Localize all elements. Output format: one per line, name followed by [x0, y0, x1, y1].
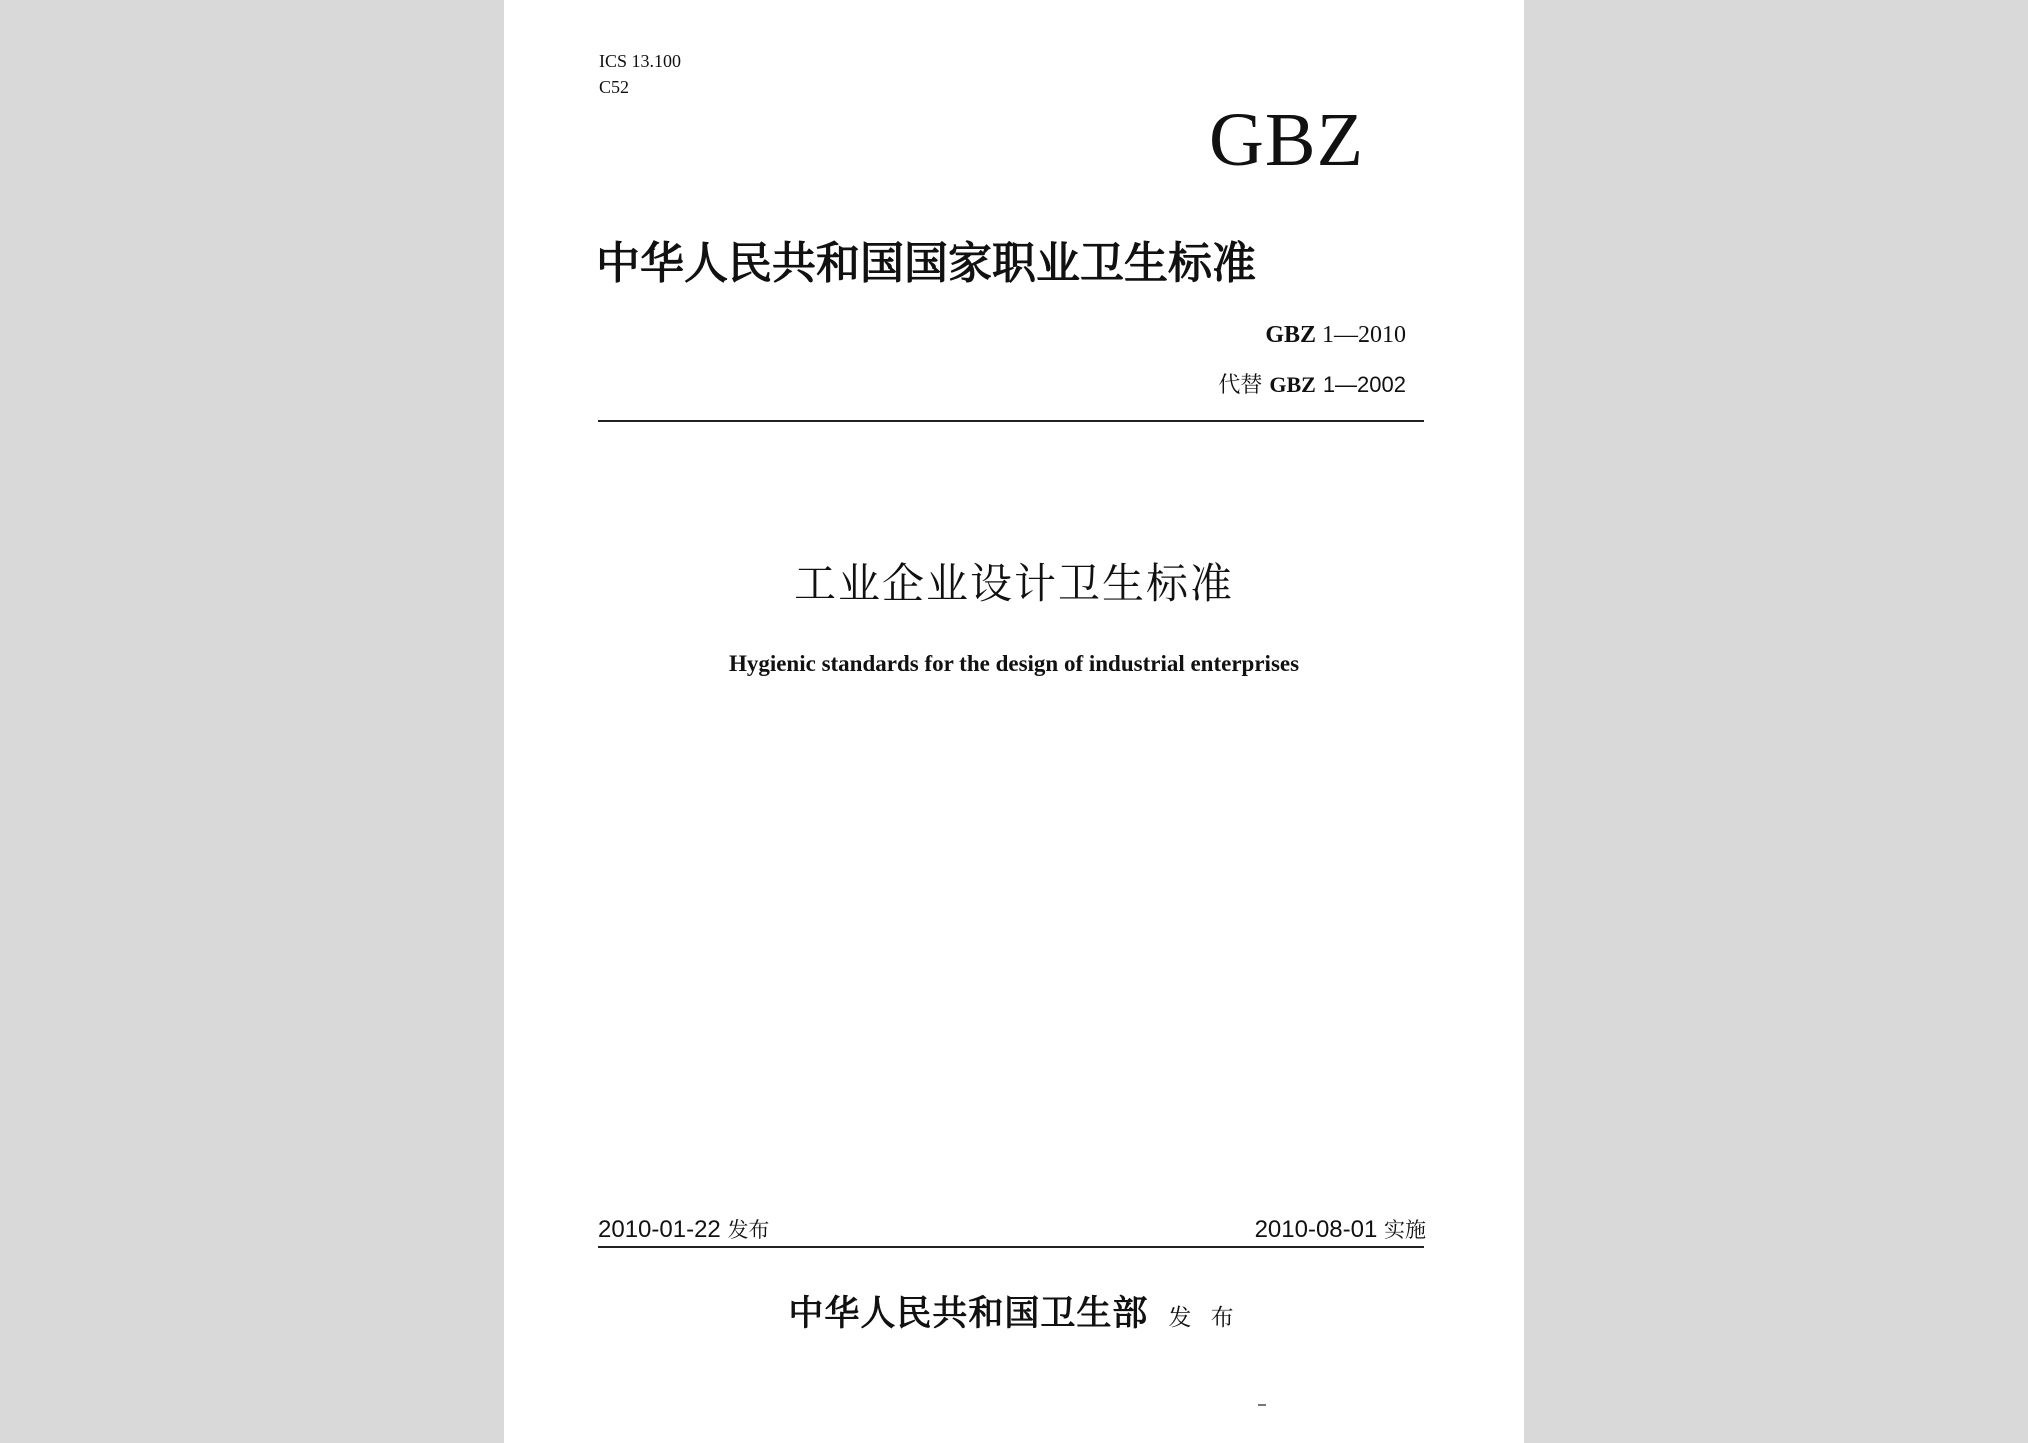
- replaces-value: 1—2002: [1322, 372, 1406, 397]
- document-page: [504, 0, 1524, 1443]
- document-title-cn: 工业企业设计卫生标准: [793, 559, 1234, 608]
- standard-number-value: 1—2010: [1322, 322, 1406, 348]
- bottom-divider: [598, 1246, 1424, 1248]
- issued-date-line: [598, 1214, 769, 1246]
- effective-label: 实施: [1384, 1218, 1426, 1242]
- gbz-logo: GBZ: [1209, 98, 1364, 182]
- effective-date-line: [1255, 1214, 1426, 1246]
- replaces-standard: [1218, 370, 1406, 401]
- issued-label: 发布: [727, 1218, 770, 1242]
- publisher-org: 中华人民共和国卫生部: [788, 1293, 1149, 1334]
- issued-date: 2010-01-22: [598, 1216, 721, 1243]
- standard-number: [1265, 320, 1406, 350]
- scan-speck: [1258, 1404, 1266, 1406]
- top-divider: [598, 420, 1424, 422]
- publisher-label: 发 布: [1168, 1305, 1240, 1331]
- replaces-label: 代替: [1218, 373, 1263, 398]
- effective-date: 2010-08-01: [1254, 1216, 1378, 1243]
- document-title-en: Hygienic standards for the design of industrial enterprises: [728, 651, 1300, 676]
- standard-category-title: 中华人民共和国国家职业卫生标准: [596, 238, 1256, 289]
- classification-codes: [599, 48, 681, 100]
- replaces-prefix: GBZ: [1269, 372, 1316, 397]
- ics-code: ICS 13.100: [599, 51, 682, 71]
- standard-number-prefix: GBZ: [1265, 322, 1316, 348]
- publisher-line: [504, 1292, 1524, 1342]
- ccs-code: C52: [599, 77, 630, 97]
